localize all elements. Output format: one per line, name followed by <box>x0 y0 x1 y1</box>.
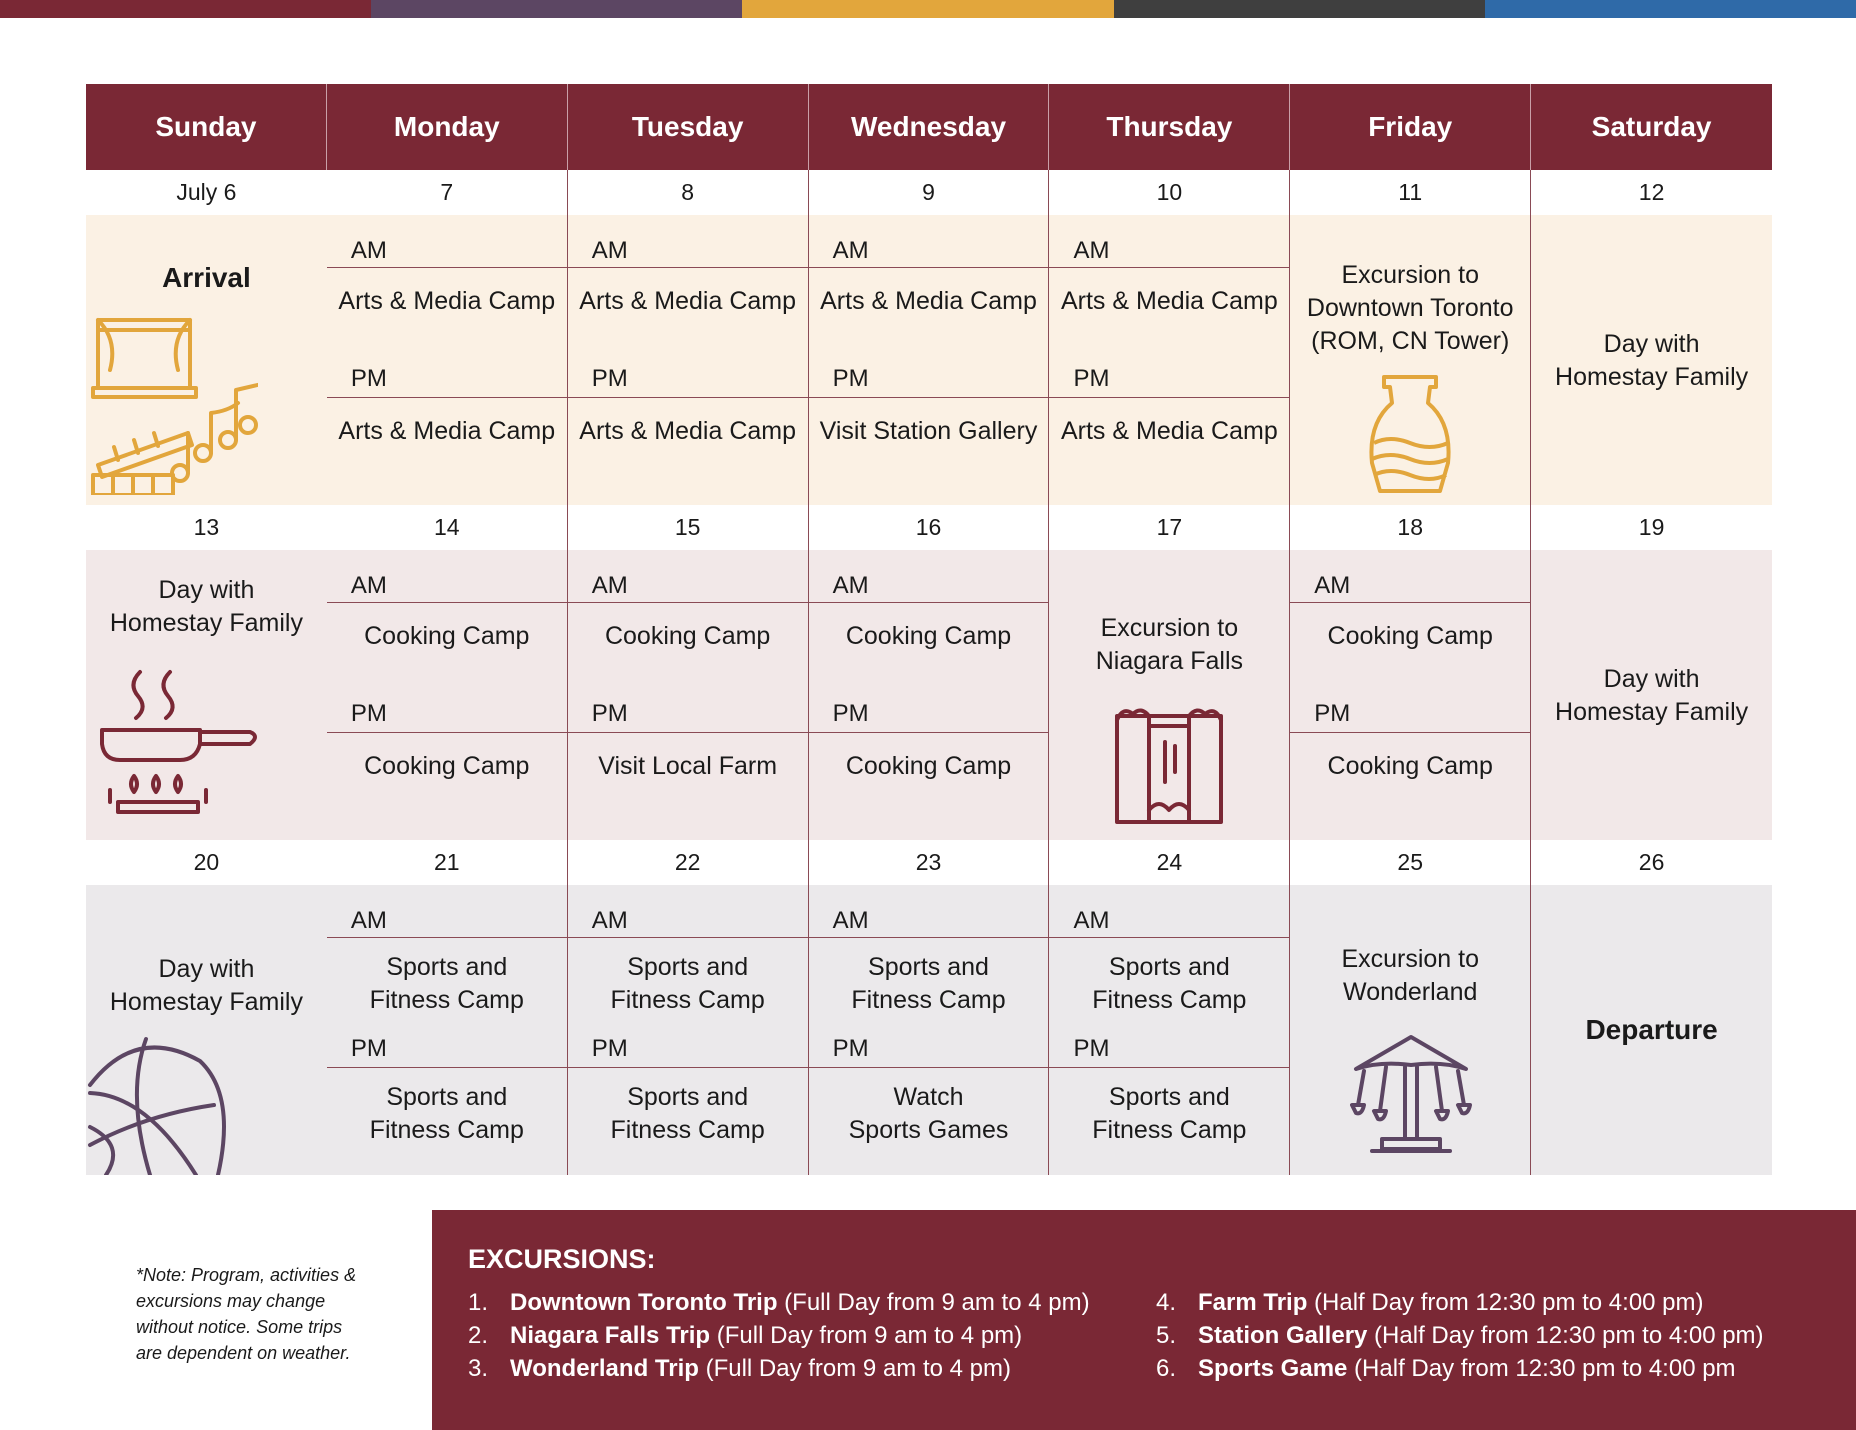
color-stripe <box>1485 0 1856 18</box>
day-cell-tuesday <box>568 550 809 840</box>
excursions-title: EXCURSIONS: <box>468 1244 656 1274</box>
vase-icon <box>1366 373 1454 497</box>
day-cell-friday <box>1290 215 1531 505</box>
excursion-line: Excursion to <box>1341 261 1479 289</box>
divider <box>568 937 808 938</box>
homestay-line: Homestay Family <box>1555 363 1749 391</box>
excursion-line: Niagara Falls <box>1095 647 1243 675</box>
day-cell-sunday <box>86 215 327 505</box>
day-cell-saturday <box>1531 550 1772 840</box>
date: 26 <box>1638 849 1665 875</box>
day-cell-thursday <box>1049 215 1290 505</box>
date: 13 <box>193 514 220 540</box>
swing-ride-icon <box>1350 1033 1472 1155</box>
week-row <box>86 215 1772 505</box>
divider <box>809 1067 1049 1068</box>
weekday-saturday: Saturday <box>1591 111 1712 142</box>
divider <box>1290 732 1530 733</box>
divider <box>568 1067 808 1068</box>
am-label: AM <box>1073 907 1110 934</box>
am-activity: Arts & Media Camp <box>579 287 797 315</box>
basketball-icon <box>86 1035 236 1175</box>
date-row <box>86 840 1772 885</box>
pm-label: PM <box>591 700 628 727</box>
color-stripe <box>1114 0 1485 18</box>
date: 16 <box>809 505 1050 550</box>
am-activity-line: Fitness Camp <box>851 986 1006 1014</box>
homestay-line: Homestay Family <box>109 609 303 637</box>
pm-activity-line: Fitness Camp <box>369 1116 524 1144</box>
date: 14 <box>327 505 568 550</box>
divider <box>327 732 567 733</box>
am-activity-line: Fitness Camp <box>1092 986 1247 1014</box>
pm-activity-line: Fitness Camp <box>1092 1116 1247 1144</box>
date-row <box>86 170 1772 215</box>
week-row <box>86 885 1772 1175</box>
divider <box>327 1067 567 1068</box>
pm-label: PM <box>350 700 387 727</box>
divider <box>327 397 567 398</box>
day-cell-friday <box>1290 550 1531 840</box>
am-label: AM <box>591 237 628 264</box>
weekday-friday: Friday <box>1290 84 1531 170</box>
pm-activity-line: Sports Games <box>848 1116 1009 1144</box>
day-cell-sunday <box>86 550 327 840</box>
pm-activity: Cooking Camp <box>1327 752 1493 780</box>
day-cell-monday <box>327 215 568 505</box>
color-stripe <box>371 0 742 18</box>
excursions-column <box>1156 1286 1764 1385</box>
excursion-detail: (Half Day from 12:30 pm to 4:00 pm) <box>1307 1289 1704 1316</box>
am-activity: Cooking Camp <box>845 622 1012 650</box>
pm-label: PM <box>832 365 869 392</box>
divider <box>1049 397 1289 398</box>
date: 24 <box>1049 840 1290 885</box>
excursion-detail: (Full Day from 9 am to 4 pm) <box>710 1322 1023 1349</box>
excursion-number: 6. <box>1156 1355 1177 1382</box>
am-activity-line: Sports and <box>868 953 989 981</box>
homestay-line: Day with <box>158 955 255 983</box>
divider <box>327 602 567 603</box>
date: 23 <box>809 840 1050 885</box>
am-activity-line: Fitness Camp <box>610 986 765 1014</box>
am-label: AM <box>591 907 628 934</box>
am-label: AM <box>350 907 387 934</box>
am-label: AM <box>1314 572 1351 599</box>
day-cell-saturday <box>1531 885 1772 1175</box>
divider <box>568 732 808 733</box>
am-activity-line: Sports and <box>1108 953 1230 981</box>
excursion-item <box>1156 1319 1764 1352</box>
excursion-item <box>468 1286 1090 1319</box>
excursion-detail: (Half Day from 12:30 pm to 4:00 pm) <box>1367 1322 1764 1349</box>
date: 11 <box>1290 170 1531 215</box>
am-label: AM <box>350 237 387 264</box>
pm-activity: Arts & Media Camp <box>579 417 797 445</box>
excursion-line: (ROM, CN Tower) <box>1311 327 1510 355</box>
excursion-detail: (Half Day from 12:30 pm to 4:00 pm <box>1347 1355 1736 1382</box>
pm-activity-line: Sports and <box>1108 1083 1230 1111</box>
day-cell-saturday <box>1531 215 1772 505</box>
pm-activity-line: Sports and <box>386 1083 508 1111</box>
homestay-line: Homestay Family <box>109 988 303 1016</box>
pm-activity: Visit Station Gallery <box>819 417 1038 445</box>
am-activity: Arts & Media Camp <box>1060 287 1278 315</box>
day-cell-sunday <box>86 885 327 1175</box>
pm-activity: Visit Local Farm <box>598 752 778 780</box>
day-cell-monday <box>327 550 568 840</box>
excursion-name: Wonderland Trip <box>510 1355 699 1382</box>
weekday-monday: Monday <box>327 84 568 170</box>
day-cell-thursday <box>1049 550 1290 840</box>
weekday-thursday: Thursday <box>1049 84 1290 170</box>
divider <box>809 602 1049 603</box>
excursion-item <box>468 1319 1090 1352</box>
excursion-name: Niagara Falls Trip <box>510 1322 711 1349</box>
homestay-line: Day with <box>1603 665 1700 693</box>
pm-activity: Arts & Media Camp <box>338 417 556 445</box>
divider <box>327 267 567 268</box>
excursion-name: Sports Game <box>1198 1355 1348 1382</box>
date: 19 <box>1638 514 1665 540</box>
am-activity-line: Sports and <box>386 953 508 981</box>
top-color-bar <box>0 0 1856 18</box>
divider <box>809 732 1049 733</box>
am-activity: Cooking Camp <box>604 622 771 650</box>
pm-activity: Cooking Camp <box>364 752 530 780</box>
date: 21 <box>327 840 568 885</box>
color-stripe <box>742 0 1113 18</box>
arrival-label: Arrival <box>162 262 251 293</box>
day-cell-wednesday <box>809 885 1050 1175</box>
excursion-name: Downtown Toronto Trip <box>510 1289 778 1316</box>
am-label: AM <box>1073 237 1110 264</box>
divider <box>809 397 1049 398</box>
date: 7 <box>327 170 568 215</box>
color-stripe <box>0 0 371 18</box>
date: 12 <box>1638 179 1665 205</box>
am-label: AM <box>832 237 869 264</box>
excursions-column <box>468 1286 1090 1385</box>
am-activity-line: Fitness Camp <box>369 986 524 1014</box>
pm-label: PM <box>591 365 628 392</box>
pm-label: PM <box>1073 1035 1110 1062</box>
date: 10 <box>1049 170 1290 215</box>
day-cell-tuesday <box>568 215 809 505</box>
waterfall-icon <box>1113 702 1225 826</box>
date: 25 <box>1290 840 1531 885</box>
divider <box>1049 1067 1289 1068</box>
theatre-music-icon <box>88 315 258 495</box>
am-label: AM <box>832 572 869 599</box>
excursion-number: 1. <box>468 1289 489 1316</box>
divider <box>1049 937 1289 938</box>
excursion-item <box>468 1352 1090 1385</box>
excursion-number: 5. <box>1156 1322 1177 1349</box>
pm-activity-line: Watch <box>893 1083 964 1111</box>
pm-label: PM <box>1073 365 1110 392</box>
cooking-pan-icon <box>100 664 270 824</box>
pm-label: PM <box>350 1035 387 1062</box>
excursion-line: Wonderland <box>1343 978 1478 1006</box>
excursion-detail: (Full Day from 9 am to 4 pm) <box>698 1355 1011 1382</box>
am-activity-line: Sports and <box>627 953 749 981</box>
excursion-item <box>1156 1352 1764 1385</box>
date-row <box>86 505 1772 550</box>
divider <box>327 937 567 938</box>
pm-label: PM <box>832 1035 869 1062</box>
date: July 6 <box>176 179 237 205</box>
day-cell-wednesday <box>809 215 1050 505</box>
am-activity: Cooking Camp <box>1327 622 1493 650</box>
homestay-line: Homestay Family <box>1555 698 1749 726</box>
excursion-number: 2. <box>468 1322 489 1349</box>
pm-activity-line: Fitness Camp <box>610 1116 765 1144</box>
date: 15 <box>568 505 809 550</box>
day-cell-monday <box>327 885 568 1175</box>
am-activity: Arts & Media Camp <box>338 287 556 315</box>
homestay-line: Day with <box>1603 330 1700 358</box>
divider <box>1290 602 1530 603</box>
date: 9 <box>809 170 1050 215</box>
am-label: AM <box>591 572 628 599</box>
date: 20 <box>193 849 220 875</box>
pm-label: PM <box>1314 700 1351 727</box>
pm-activity: Arts & Media Camp <box>1060 417 1278 445</box>
am-label: AM <box>832 907 869 934</box>
excursion-item <box>1156 1286 1764 1319</box>
excursion-number: 4. <box>1156 1289 1177 1316</box>
divider <box>1049 267 1289 268</box>
week-row <box>86 550 1772 840</box>
date: 8 <box>568 170 809 215</box>
schedule-note: *Note: Program, activities & excursions may change without notice. Some trips are dependent on weather. <box>136 1265 357 1363</box>
am-activity: Cooking Camp <box>364 622 530 650</box>
excursion-detail: (Full Day from 9 am to 4 pm) <box>777 1289 1090 1316</box>
calendar <box>86 84 1772 1175</box>
excursion-line: Excursion to <box>1341 945 1479 973</box>
pm-label: PM <box>832 700 869 727</box>
pm-label: PM <box>350 365 387 392</box>
day-cell-wednesday <box>809 550 1050 840</box>
divider <box>809 267 1049 268</box>
excursion-number: 3. <box>468 1355 489 1382</box>
date: 17 <box>1049 505 1290 550</box>
divider <box>568 267 808 268</box>
date: 18 <box>1290 505 1531 550</box>
excursion-name: Station Gallery <box>1198 1322 1368 1349</box>
excursion-line: Downtown Toronto <box>1306 294 1514 322</box>
divider <box>568 602 808 603</box>
weekday-header <box>86 84 1772 170</box>
day-cell-tuesday <box>568 885 809 1175</box>
divider <box>809 937 1049 938</box>
pm-activity: Cooking Camp <box>845 752 1012 780</box>
am-activity: Arts & Media Camp <box>820 287 1037 315</box>
excursions-panel <box>432 1210 1856 1430</box>
date: 22 <box>568 840 809 885</box>
divider <box>568 397 808 398</box>
weekday-sunday: Sunday <box>86 84 327 170</box>
weekday-wednesday: Wednesday <box>809 84 1050 170</box>
pm-label: PM <box>591 1035 628 1062</box>
homestay-line: Day with <box>158 576 255 604</box>
departure-label: Departure <box>1585 1014 1718 1045</box>
excursion-name: Farm Trip <box>1198 1289 1308 1316</box>
day-cell-friday <box>1290 885 1531 1175</box>
day-cell-thursday <box>1049 885 1290 1175</box>
weekday-tuesday: Tuesday <box>568 84 809 170</box>
pm-activity-line: Sports and <box>627 1083 749 1111</box>
excursion-line: Excursion to <box>1100 614 1239 642</box>
am-label: AM <box>350 572 387 599</box>
